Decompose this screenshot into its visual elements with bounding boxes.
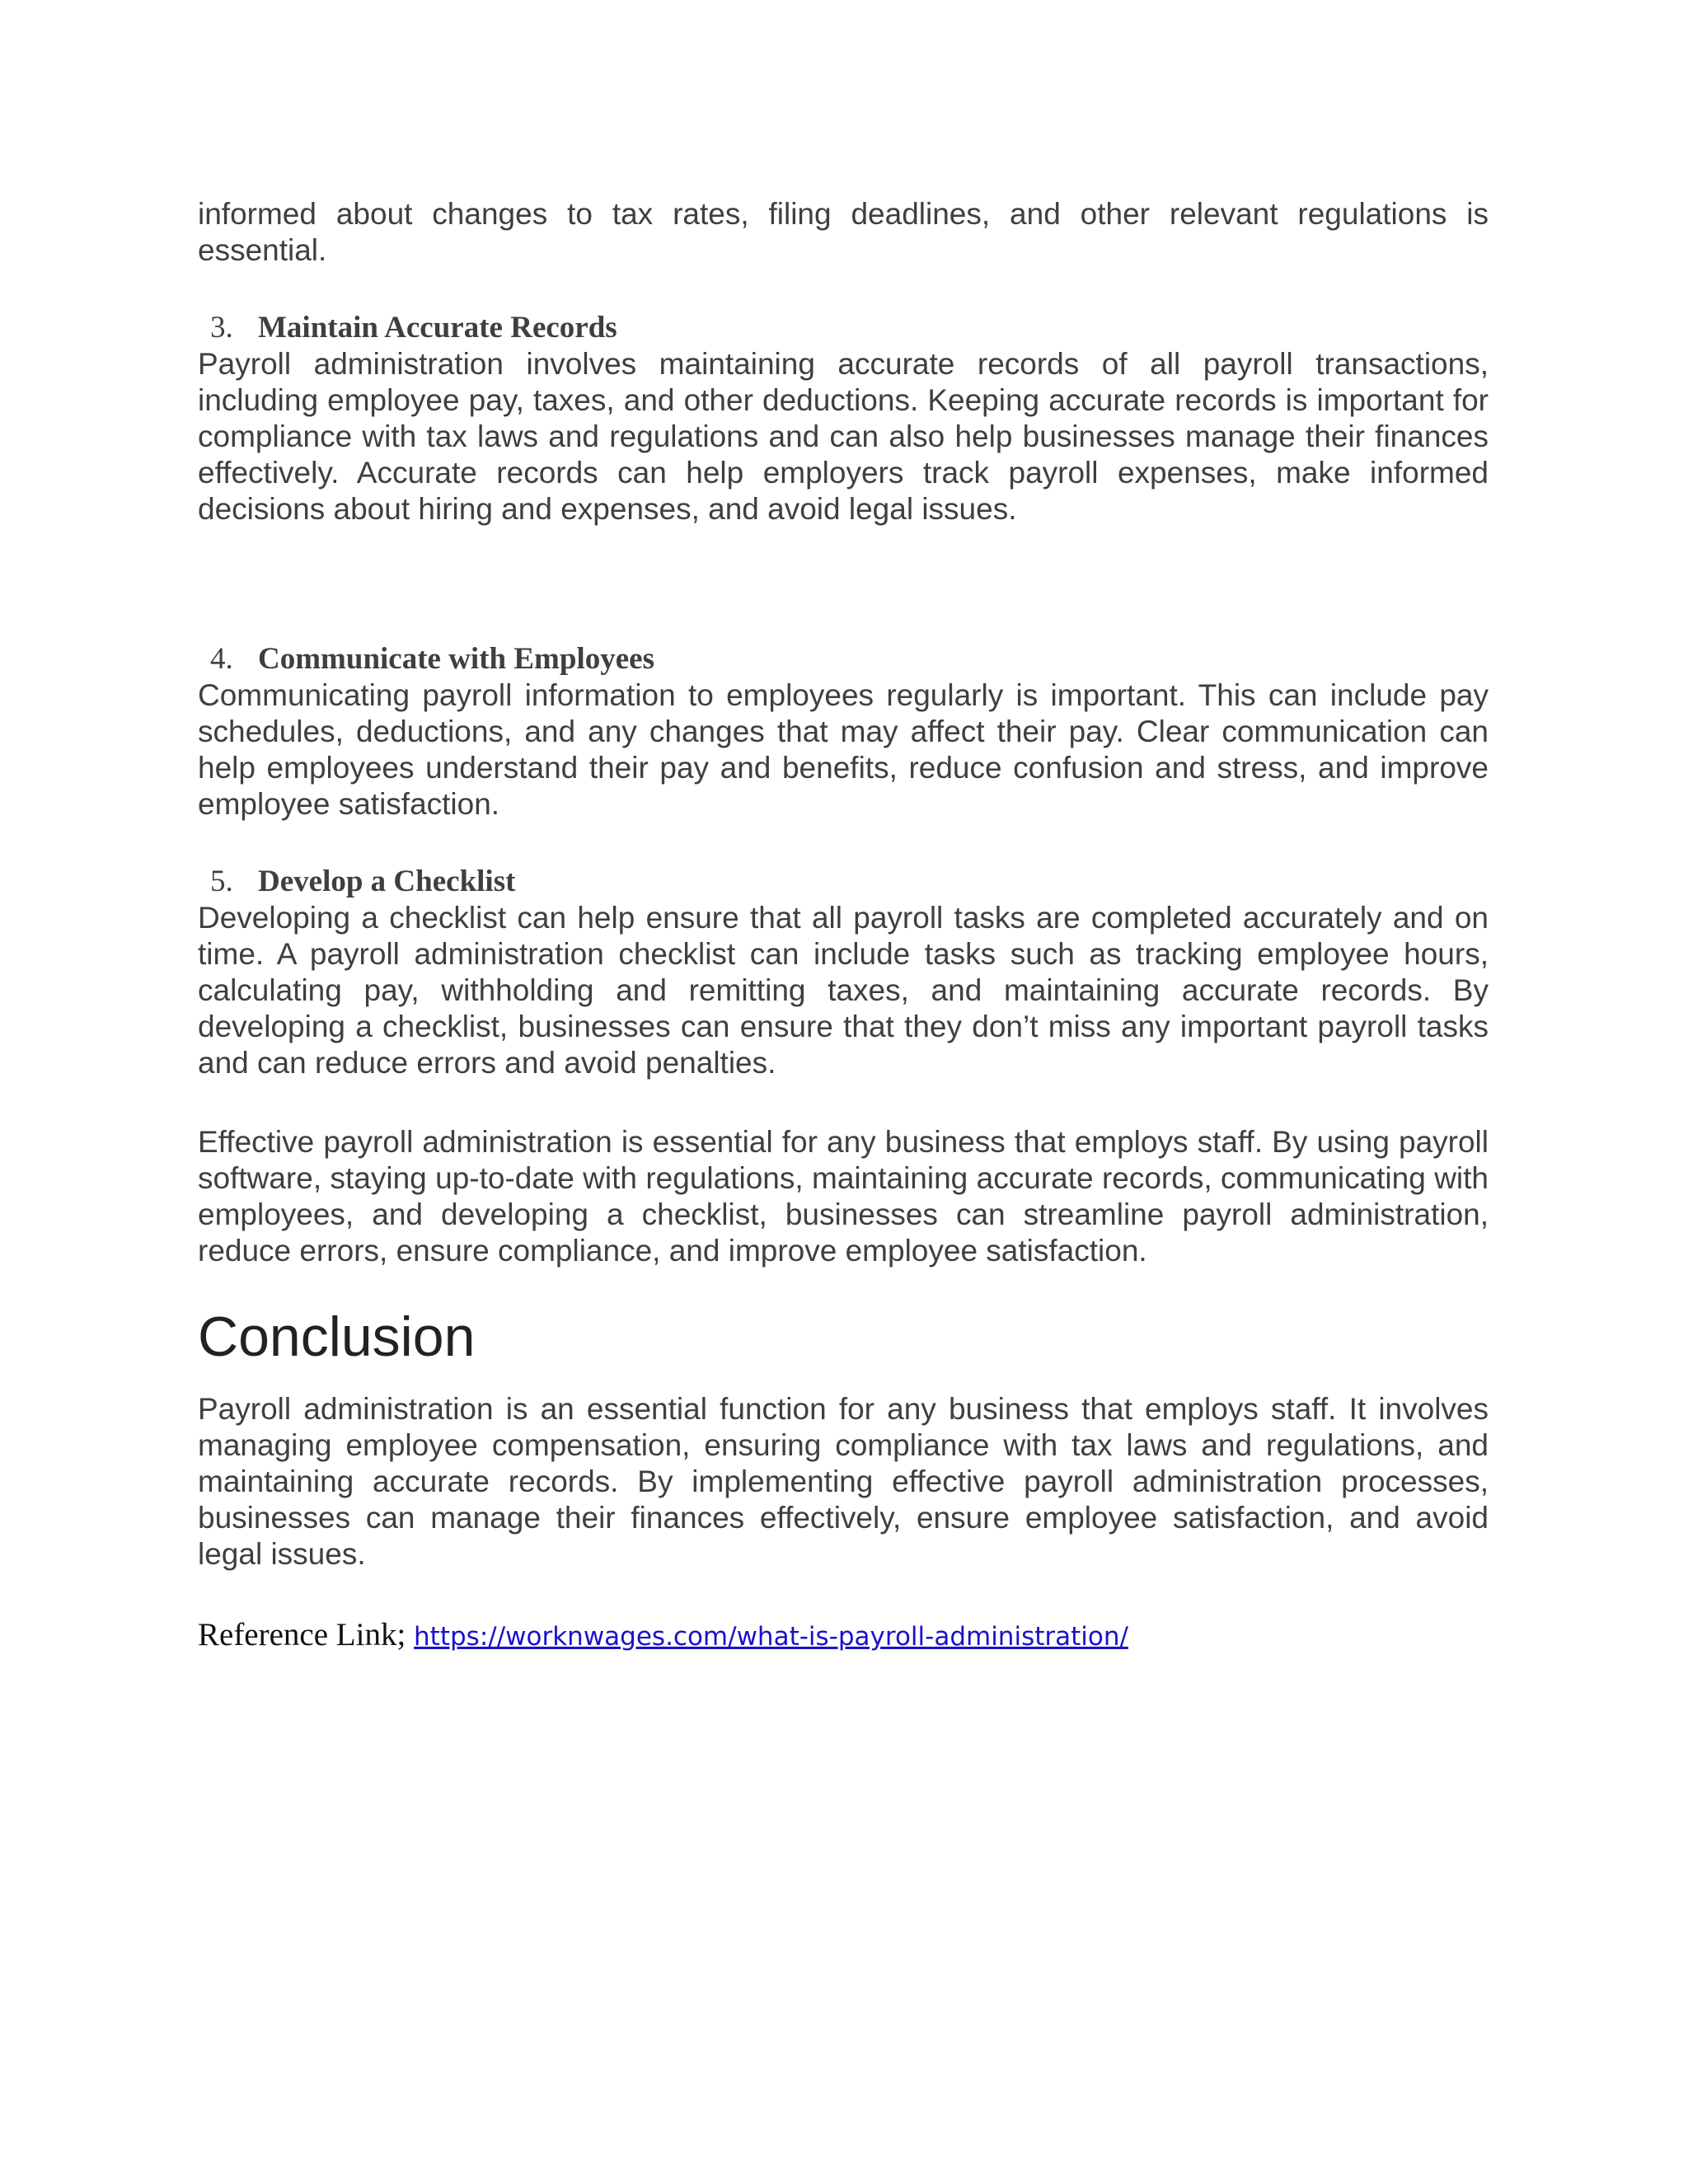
item-title: Maintain Accurate Records bbox=[258, 311, 617, 344]
conclusion-paragraph: Payroll administration is an essential function for any business that employs staff. It involves managing employee compensation, ensuring compliance with tax laws and regulations, and maintaining accurate records. By implementing effective payroll administration processes, businesses can manage their finances effectively, ensure employee satisfaction, and avoid legal issues. bbox=[198, 1392, 1489, 1571]
intro-paragraph-tail: informed about changes to tax rates, filing deadlines, and other relevant regulations is essential. bbox=[198, 197, 1489, 267]
summary-paragraph: Effective payroll administration is essential for any business that employs staff. By using payroll software, staying up-to-date with regulations, maintaining accurate records, communicating with employees, and developing a checklist, businesses can streamline payroll administration, reduce errors, ensure compliance, and improve employee satisfaction. bbox=[198, 1125, 1489, 1268]
item-number: 5. bbox=[210, 865, 233, 898]
item-title: Communicate with Employees bbox=[258, 642, 654, 676]
item-body: Communicating payroll information to employees regularly is important. This can include pay schedules, deductions, and any changes that may affect their pay. Clear communication can help employees understand their pay and benefits, reduce confusion and stress, and improve employee satisfaction. bbox=[198, 678, 1489, 821]
item-heading bbox=[198, 641, 1489, 677]
list-item-communicate bbox=[198, 641, 1489, 823]
item-title: Develop a Checklist bbox=[258, 865, 516, 898]
list-item-checklist bbox=[198, 864, 1489, 1081]
item-heading bbox=[198, 310, 1489, 346]
item-body: Payroll administration involves maintaining accurate records of all payroll transactions, including employee pay, taxes, and other deductions. Keeping accurate records is important for compliance with tax laws and regulations and can also help businesses manage their finances effectively. Accurate records can help employers track payroll expenses, make informed decisions about hiring and expenses, and avoid legal issues. bbox=[198, 347, 1489, 526]
item-heading bbox=[198, 864, 1489, 900]
item-body: Developing a checklist can help ensure that all payroll tasks are completed accurately and on time. A payroll administration checklist can include tasks such as tracking employee hours, calculating pay, withholding and remitting taxes, and maintaining accurate records. By developing a checklist, businesses can ensure that they don’t miss any important payroll tasks and can reduce errors and avoid penalties. bbox=[198, 901, 1489, 1080]
reference-label: Reference Link; bbox=[198, 1617, 406, 1652]
reference-link[interactable]: https://worknwages.com/what-is-payroll-administration/ bbox=[414, 1622, 1128, 1652]
reference-line bbox=[198, 1615, 1489, 1657]
item-number: 4. bbox=[210, 642, 233, 676]
conclusion-heading: Conclusion bbox=[198, 1305, 476, 1368]
document-content bbox=[198, 196, 1489, 1657]
list-item-maintain-records bbox=[198, 310, 1489, 527]
item-number: 3. bbox=[210, 311, 233, 344]
